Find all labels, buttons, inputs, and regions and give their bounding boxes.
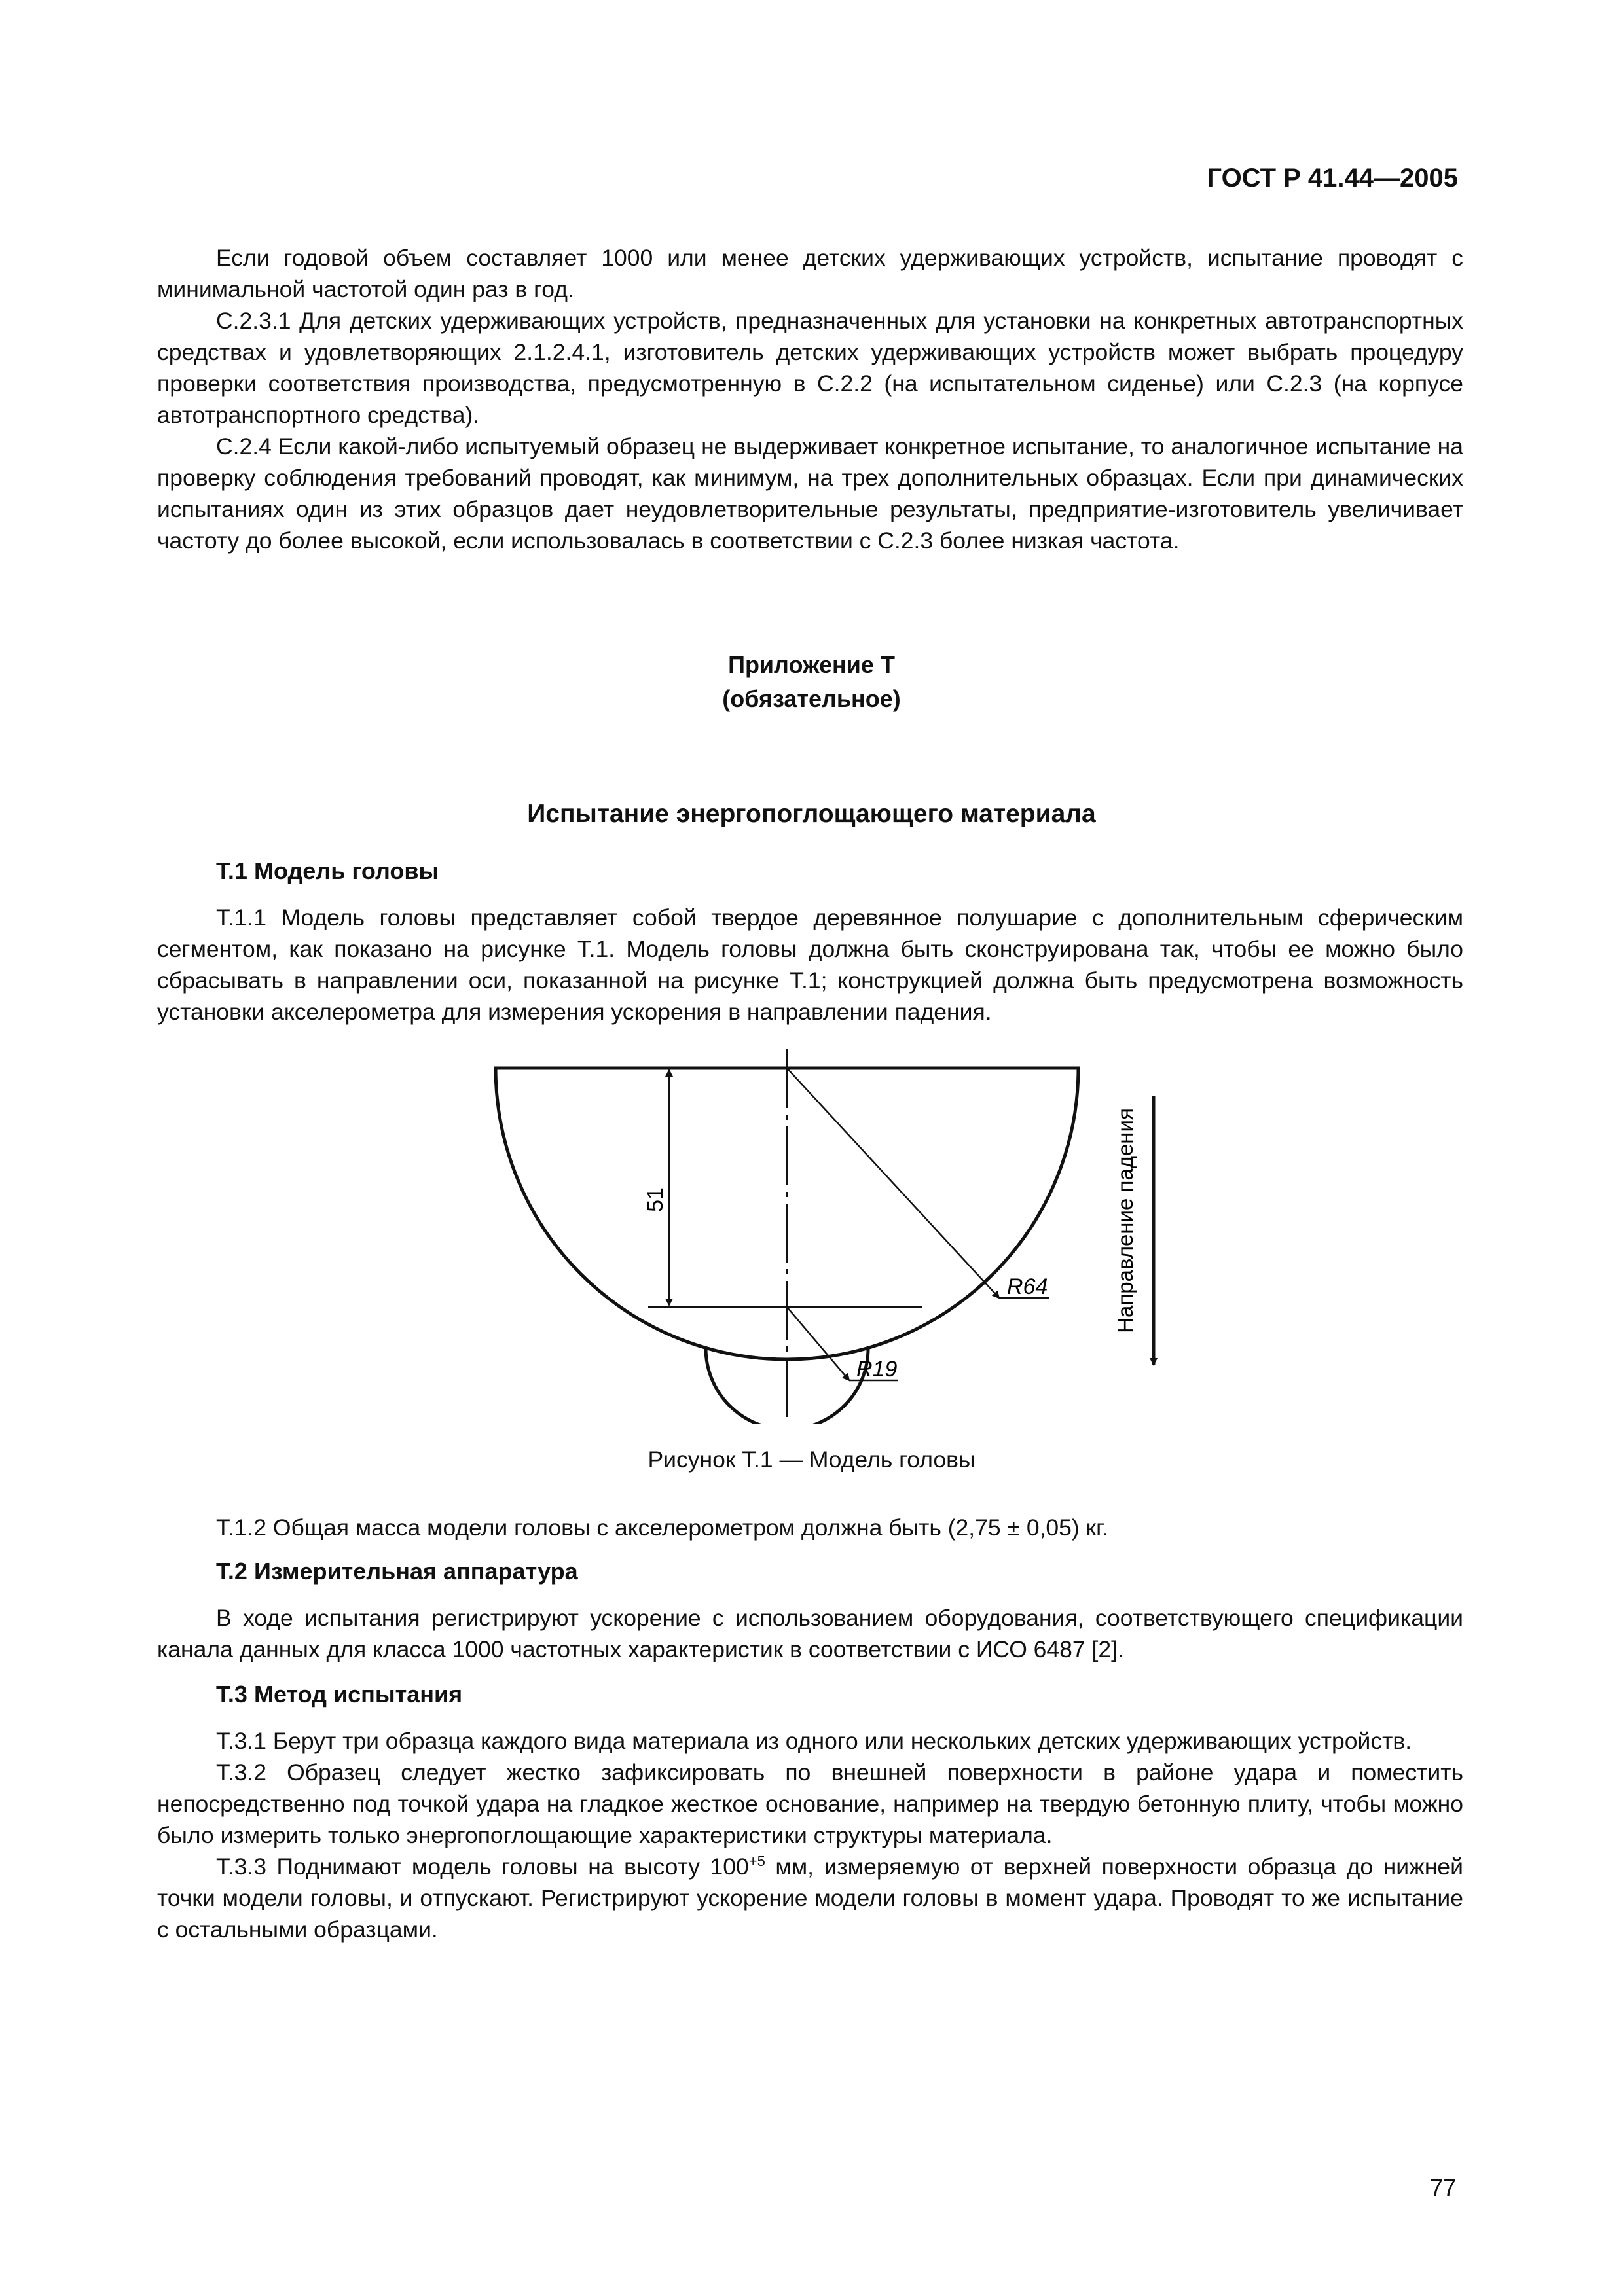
paragraph-text: Т.3.3 Поднимают модель головы на высоту 100 <box>216 1854 749 1880</box>
appendix-label: Приложение Т <box>728 651 895 678</box>
appendix-status: (обязательное) <box>722 685 901 712</box>
paragraph: Т.1.2 Общая масса модели головы с акселерометром должна быть (2,75 ± 0,05) кг. <box>216 1515 1108 1541</box>
paragraph <box>157 1851 1463 1945</box>
paragraph: Т.1.1 Модель головы представляет собой твердое деревянное полушарие с дополнительным сферическим сегментом, как показано на рисунке Т.1. Модель головы должна быть сконструирована так, чтобы ее можно было сбрасывать в направлении оси, показанной на рисунке Т.1; конструкцией должна быть предусмотрена возможность установки акселерометра для измерения ускорения в направлении падения. <box>157 905 1463 1025</box>
paragraph: Т.3.2 Образец следует жестко зафиксировать по внешней поверхности в районе удара и поместить непосредственно под точкой удара на гладкое жесткое основание, например на твердую бетонную плиту, чтобы можно было измерить только энергопоглощающие характеристики структуры материала. <box>157 1759 1463 1848</box>
section-t2-text <box>157 1602 1463 1665</box>
tolerance-superscript: +5 <box>748 1853 765 1870</box>
paragraph: Т.3.1 Берут три образца каждого вида материала из одного или нескольких детских удерживающих устройств. <box>216 1728 1412 1754</box>
paragraph: В ходе испытания регистрируют ускорение с использованием оборудования, соответствующего спецификации канала данных для класса 1000 частотных характеристик в соответствии с ИСО 6487 [2]. <box>157 1605 1463 1662</box>
dimension-label-r19: R19 <box>856 1357 898 1382</box>
section-t1-text <box>157 902 1463 1028</box>
paragraph: С.2.4 Если какой-либо испытуемый образец не выдерживает конкретное испытание, то аналогичное испытание на проверку соблюдения требований проводят, как минимум, на трех дополнительных образцах. Если при динамических испытаниях один из этих образцов дает неудовлетворительные результаты, предприятие-изготовитель увеличивает частоту до более высокой, если использовалась в соответствии с С.2.3 более низкая частота. <box>157 433 1463 554</box>
section-t1-2-text <box>157 1512 1463 1543</box>
fall-direction-label: Направление падения <box>1113 1108 1137 1333</box>
dimension-label-51: 51 <box>643 1187 668 1212</box>
section-heading-t3: Т.3 Метод испытания <box>216 1681 463 1708</box>
document-code: ГОСТ Р 41.44—2005 <box>1207 164 1458 192</box>
appendix-header <box>0 648 1623 716</box>
section-heading-t2: Т.2 Измерительная аппаратура <box>216 1558 578 1585</box>
section-t3-text <box>157 1725 1463 1945</box>
paragraph: Если годовой объем составляет 1000 или менее детских удерживающих устройств, испытание проводят с минимальной частотой один раз в год. <box>157 245 1463 302</box>
appendix-title: Испытание энергопоглощающего материала <box>527 800 1096 828</box>
head-model-figure <box>458 1044 1178 1424</box>
figure-caption: Рисунок Т.1 — Модель головы <box>647 1446 976 1473</box>
page-number: 77 <box>1429 2174 1456 2201</box>
section-heading-t1: Т.1 Модель головы <box>216 857 439 884</box>
paragraph: C.2.3.1 Для детских удерживающих устройств, предназначенных для установки на конкретных автотранспортных средствах и удовлетворяющих 2.1.2.4.1, изготовитель детских удерживающих устройств может выбрать процедуру проверки соответствия производства, предусмотренную в С.2.2 (на испытательном сиденье) или С.2.3 (на корпусе автотранспортного средства). <box>157 308 1463 428</box>
intro-text <box>157 242 1463 556</box>
paragraph-text: мм, измеряемую от верхней поверхности образца до нижней точки модели головы, и отпускают. Регистрируют ускорение модели головы в момент удара. Проводят то же испытание с остальными образцами. <box>157 1854 1463 1943</box>
dimension-label-r64: R64 <box>1007 1274 1048 1299</box>
